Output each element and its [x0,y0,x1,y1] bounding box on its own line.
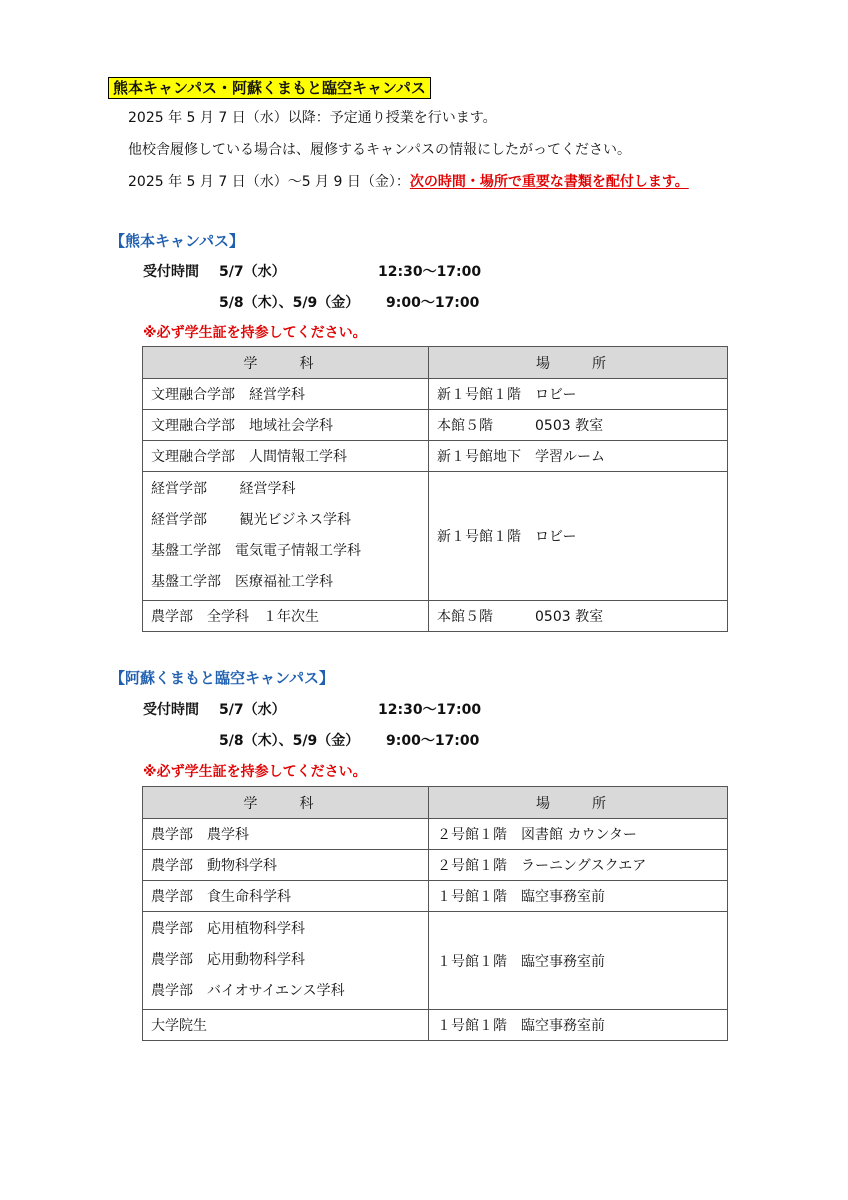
header-location: 場 所 [429,787,728,819]
page-title: 熊本キャンパス・阿蘇くまもと臨空キャンパス [108,77,431,99]
distribution-table-kumamoto [142,346,728,632]
intro-line-3-emphasis: 次の時間・場所で重要な書類を配付します。 [409,174,689,190]
location-cell: 新１号館１階 ロビー [429,472,728,601]
header-location: 場 所 [429,347,728,379]
reception-time-1: 12:30～17:00 [378,264,482,280]
table-row [143,472,728,601]
location-cell: １号館１階 臨空事務室前 [429,881,728,912]
department-line: 基盤工学部 電気電子情報工学科 [151,543,361,559]
department-line: 経営学部 経営学科 [151,481,296,497]
intro-line-3-prefix: 2025 年 5 月 7 日（水）～5 月 9 日（金）： [128,174,410,190]
location-cell: ２号館１階 図書館 カウンター [429,819,728,850]
department-cell: 大学院生 [143,1010,429,1041]
table-row [143,601,728,632]
location-cell: 本館５階 0503 教室 [429,601,728,632]
department-cell: 文理融合学部 経営学科 [143,379,429,410]
location-cell: ２号館１階 ラーニングスクエア [429,850,728,881]
department-cell: 文理融合学部 地域社会学科 [143,410,429,441]
department-cell [143,912,429,1010]
reception-date-2: 5/8（木）、5/9（金） [219,733,360,749]
intro-line-3 [128,172,689,192]
department-cell: 農学部 全学科 １年次生 [143,601,429,632]
reception-time-2: 9:00～17:00 [386,733,480,749]
reception-time-2: 9:00～17:00 [386,295,480,311]
department-cell [143,472,429,601]
table-row [143,881,728,912]
table-row [143,850,728,881]
student-id-notice: ※必ず学生証を持参してください。 [143,764,367,780]
department-line: 基盤工学部 医療福祉工学科 [151,574,333,590]
department-cell: 農学部 動物科学科 [143,850,429,881]
reception-label: 受付時間 [143,702,199,718]
table-row [143,410,728,441]
distribution-table-rinku [142,786,728,1041]
reception-time-1: 12:30～17:00 [378,702,482,718]
department-line: 経営学部 観光ビジネス学科 [151,512,352,528]
location-cell: 新１号館地下 学習ルーム [429,441,728,472]
department-cell: 農学部 農学科 [143,819,429,850]
location-cell: １号館１階 臨空事務室前 [429,1010,728,1041]
student-id-notice: ※必ず学生証を持参してください。 [143,325,367,341]
intro-line-1: 2025 年 5 月 7 日（水）以降：予定通り授業を行います。 [128,110,497,126]
table-row [143,441,728,472]
table-header-row [143,347,728,379]
table-header-row [143,787,728,819]
header-department: 学 科 [143,787,429,819]
reception-date-1: 5/7（水） [219,264,286,280]
department-line: 農学部 応用動物科学科 [151,952,305,968]
department-line: 農学部 応用植物科学科 [151,921,305,937]
reception-date-2: 5/8（木）、5/9（金） [219,295,360,311]
table-row [143,1010,728,1041]
section-heading-rinku: 【阿蘇くまもと臨空キャンパス】 [110,669,334,687]
reception-date-1: 5/7（水） [219,702,286,718]
department-cell: 文理融合学部 人間情報工学科 [143,441,429,472]
header-department: 学 科 [143,347,429,379]
intro-line-2: 他校舎履修している場合は、履修するキャンパスの情報にしたがってください。 [128,142,632,158]
reception-label: 受付時間 [143,264,199,280]
location-cell: 本館５階 0503 教室 [429,410,728,441]
table-row [143,379,728,410]
table-row [143,912,728,1010]
location-cell: 新１号館１階 ロビー [429,379,728,410]
section-heading-kumamoto: 【熊本キャンパス】 [110,232,244,250]
department-line: 農学部 バイオサイエンス学科 [151,983,345,999]
location-cell: １号館１階 臨空事務室前 [429,912,728,1010]
table-row [143,819,728,850]
department-cell: 農学部 食生命科学科 [143,881,429,912]
